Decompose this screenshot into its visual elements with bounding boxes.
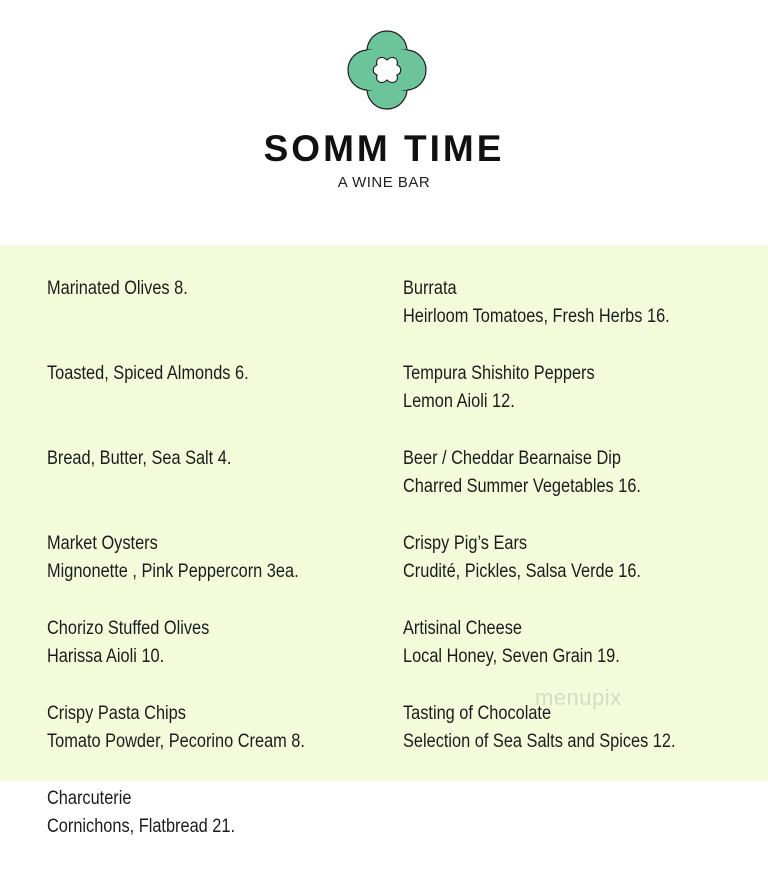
menu-item-detail: Mignonette , Pink Peppercorn 3ea. [47,561,299,582]
menu-item [403,530,720,615]
menu-item [47,530,347,615]
menu-item [47,615,347,700]
menu-item-detail: Charred Summer Vegetables 16. [403,476,641,497]
menu-item-name: Tasting of Chocolate [403,703,552,724]
menu-item-name: Tempura Shishito Peppers [403,363,595,384]
menu-item [47,700,347,785]
menu-item-name: Artisinal Cheese [403,618,522,639]
menu-item-detail: Tomato Powder, Pecorino Cream 8. [47,731,305,752]
menu-item-name: Crispy Pig’s Ears [403,533,528,554]
menu-item [403,700,720,785]
menu-item [47,445,347,530]
menu-item [403,275,720,360]
menu-item-name: Market Oysters [47,533,158,554]
menu-item-detail: Heirloom Tomatoes, Fresh Herbs 16. [403,306,670,327]
menu-item-name: Bread, Butter, Sea Salt 4. [47,448,232,469]
menu-section [0,245,768,837]
menu-item [47,275,347,360]
menu-item-name: Crispy Pasta Chips [47,703,186,724]
header [0,0,768,245]
menu-item-detail: Cornichons, Flatbread 21. [47,816,236,837]
menu-item-name: Charcuterie [47,788,132,809]
menu-item [47,785,347,870]
menu-item-name: Marinated Olives 8. [47,278,188,299]
watermark: menupix [535,685,622,710]
menu-item-name: Burrata [403,278,457,299]
menu-item-name: Toasted, Spiced Almonds 6. [47,363,249,384]
menu-item [403,360,720,445]
brand-tagline: A WINE BAR [337,174,431,191]
menu-item-detail: Harissa Aioli 10. [47,646,165,667]
brand-name: SOMM TIME [263,128,505,169]
menu-item-detail: Crudité, Pickles, Salsa Verde 16. [403,561,641,582]
menu-item-name: Beer / Cheddar Bearnaise Dip [403,448,621,469]
menu-item [47,360,347,445]
menu-item [403,445,720,530]
quatrefoil-logo-icon [347,30,427,110]
menu-item-detail: Local Honey, Seven Grain 19. [403,646,620,667]
menu-item-detail: Selection of Sea Salts and Spices 12. [403,731,676,752]
menu-item-name: Chorizo Stuffed Olives [47,618,210,639]
menu-item-detail: Lemon Aioli 12. [403,391,515,412]
